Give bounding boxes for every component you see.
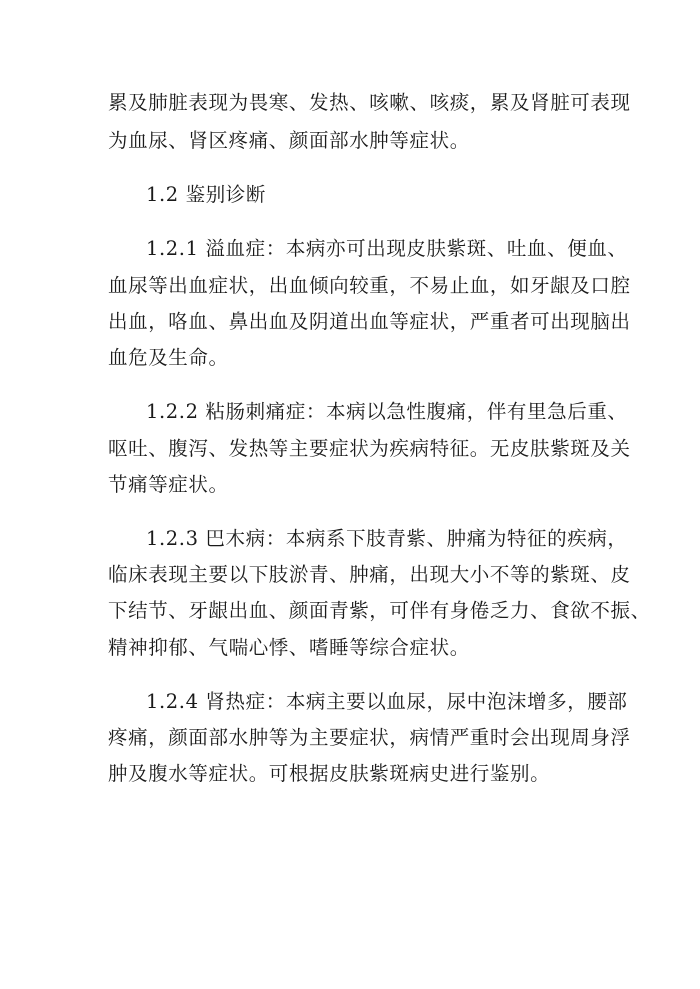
text-line: 累及肺脏表现为畏寒、发热、咳嗽、咳痰，累及肾脏可表现	[108, 91, 631, 114]
text-line: 出血，咯血、鼻出血及阴道出血等症状，严重者可出现脑出	[108, 310, 631, 333]
section-heading: 1.2 鉴别诊断	[146, 183, 267, 206]
text-line: 呕吐、腹泻、发热等主要症状为疾病特征。无皮肤紫斑及关	[108, 437, 631, 460]
text-line: 节痛等症状。	[108, 473, 229, 496]
text-line: 精神抑郁、气喘心悸、嗜睡等综合症状。	[108, 636, 470, 659]
text-line: 疼痛，颜面部水肿等为主要症状，病情严重时会出现周身浮	[108, 726, 631, 749]
text-line: 1.2.1 溢血症：本病亦可出现皮肤紫斑、吐血、便血、	[146, 237, 628, 260]
text-line: 1.2.2 粘肠刺痛症：本病以急性腹痛，伴有里急后重、	[146, 400, 628, 423]
text-line: 为血尿、肾区疼痛、颜面部水肿等症状。	[108, 129, 470, 152]
text-line: 血危及生命。	[108, 346, 229, 369]
text-line: 下结节、牙龈出血、颜面青紫，可伴有身倦乏力、食欲不振、	[108, 599, 651, 622]
text-line: 1.2.3 巴木病：本病系下肢青紫、肿痛为特征的疾病，	[146, 527, 628, 550]
text-line: 1.2.4 肾热症：本病主要以血尿，尿中泡沫增多，腰部	[146, 690, 628, 713]
text-line: 临床表现主要以下肢淤青、肿痛，出现大小不等的紫斑、皮	[108, 563, 631, 586]
text-line: 肿及腹水等症状。可根据皮肤紫斑病史进行鉴别。	[108, 762, 551, 785]
text-line: 血尿等出血症状，出血倾向较重，不易止血，如牙龈及口腔	[108, 274, 631, 297]
